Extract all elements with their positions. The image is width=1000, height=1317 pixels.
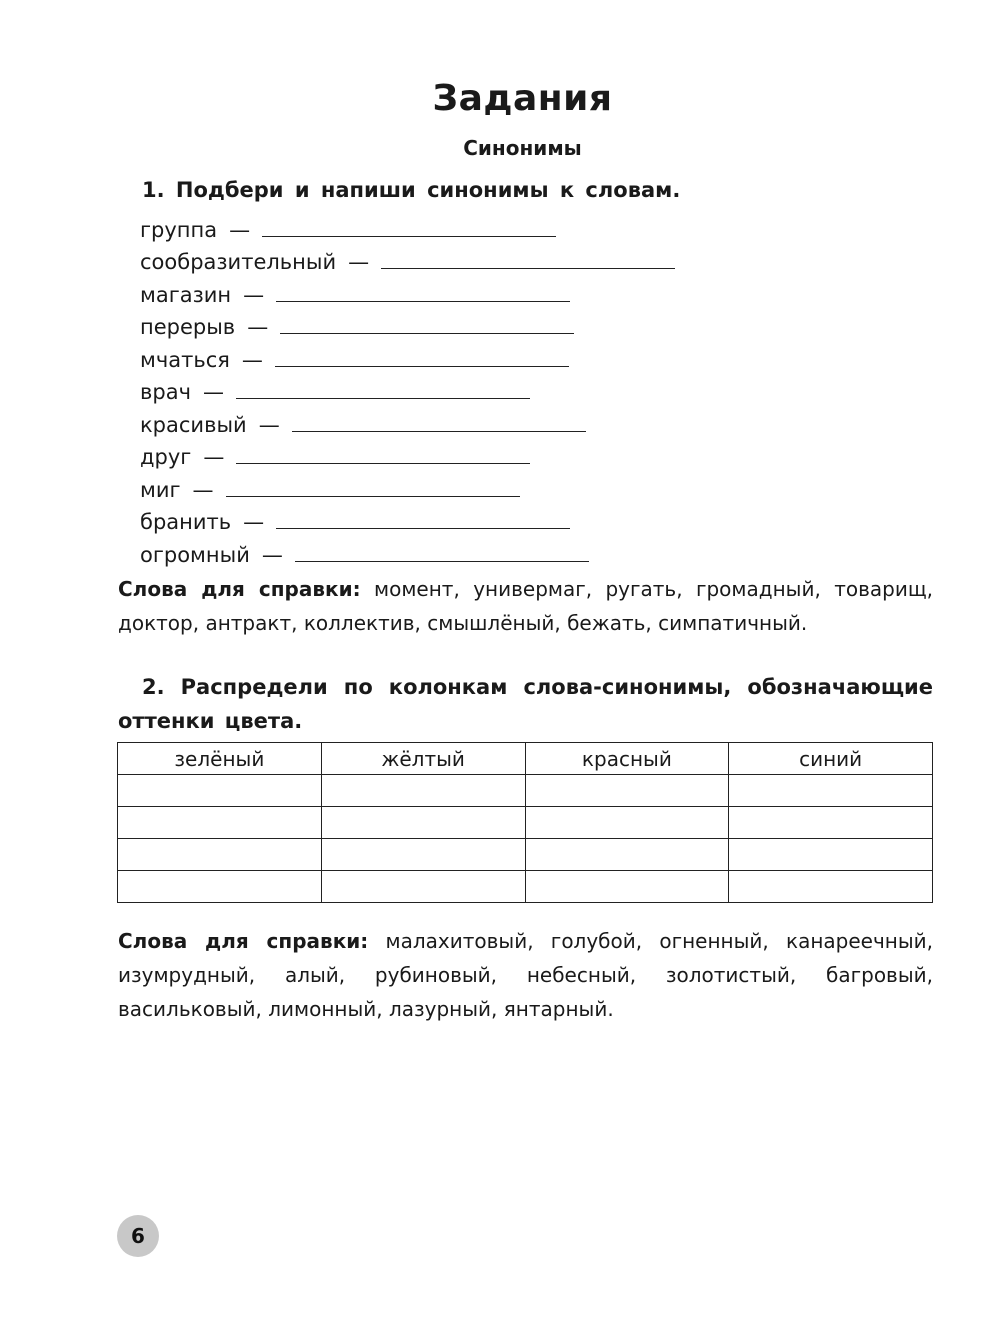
word: магазин [140, 282, 232, 307]
answer-blank[interactable] [276, 300, 570, 302]
table-cell[interactable] [729, 839, 933, 871]
dash: — [348, 250, 370, 274]
color-shades-table [117, 742, 933, 903]
answer-blank[interactable] [236, 462, 530, 464]
word: красивый [140, 412, 247, 437]
table-cell[interactable] [525, 775, 729, 807]
dash: — [202, 380, 224, 404]
dash: — [261, 542, 283, 567]
word: огромный [140, 542, 250, 567]
hint-text: малахитовый, голубой, огненный, канареечный, изумрудный, алый, рубиновый, небесный, золотистый, багровый, васильковый, лимонный, лазурный, янтарный. [118, 929, 934, 1021]
word-row [140, 468, 675, 501]
word-row [140, 241, 675, 274]
section-subtitle: Синонимы [463, 136, 582, 160]
dash: — [241, 347, 263, 372]
synonym-word-list [140, 208, 675, 566]
answer-blank[interactable] [292, 430, 586, 432]
answer-blank[interactable] [262, 235, 556, 237]
column-header-red: красный [525, 743, 729, 775]
table-cell[interactable] [118, 807, 322, 839]
word: миг [140, 477, 181, 502]
dash: — [203, 445, 225, 469]
answer-blank[interactable] [275, 365, 569, 367]
task2-heading: 2. Распредели по колонкам слова-синонимы, обозначающие оттенки цвета. [118, 675, 933, 733]
table-cell[interactable] [729, 775, 933, 807]
table-cell[interactable] [729, 807, 933, 839]
word-row [140, 338, 675, 371]
dash: — [247, 315, 269, 339]
word-row [140, 436, 675, 469]
answer-blank[interactable] [226, 495, 520, 497]
column-header-blue: синий [729, 743, 933, 775]
column-header-green: зелёный [118, 743, 322, 775]
word-row [140, 403, 675, 436]
table-row [118, 871, 933, 903]
table-cell[interactable] [729, 871, 933, 903]
word: мчаться [140, 347, 230, 372]
table-row [118, 839, 933, 871]
answer-blank[interactable] [381, 267, 675, 269]
word-row [140, 371, 675, 404]
word: врач [140, 380, 191, 404]
table-row [118, 775, 933, 807]
task2-hint [118, 924, 933, 1026]
page-title: Задания [432, 78, 613, 119]
table-row [118, 807, 933, 839]
hint-label: Слова для справки: [118, 929, 369, 953]
table-cell[interactable] [525, 807, 729, 839]
word: бранить [140, 510, 232, 534]
hint-label: Слова для справки: [118, 577, 361, 601]
column-header-yellow: жёлтый [321, 743, 525, 775]
answer-blank[interactable] [280, 332, 574, 334]
dash: — [192, 477, 214, 502]
dash: — [243, 510, 265, 534]
word: перерыв [140, 315, 236, 339]
dash: — [243, 282, 265, 307]
table-cell[interactable] [321, 807, 525, 839]
word: друг [140, 445, 192, 469]
table-cell[interactable] [321, 775, 525, 807]
dash: — [229, 217, 251, 242]
word: группа [140, 217, 218, 242]
word-row [140, 273, 675, 306]
table-cell[interactable] [525, 871, 729, 903]
word-row [140, 208, 675, 241]
table-cell[interactable] [321, 871, 525, 903]
answer-blank[interactable] [236, 397, 530, 399]
table-cell[interactable] [321, 839, 525, 871]
word-row [140, 306, 675, 339]
task1-hint [118, 572, 933, 640]
answer-blank[interactable] [295, 560, 589, 562]
hint-text: момент, универмаг, ругать, громадный, товарищ, доктор, антракт, коллектив, смышлёный, бежать, симпатичный. [118, 577, 934, 635]
word-row [140, 501, 675, 534]
task1-heading: 1. Подбери и напиши синонимы к словам. [142, 178, 681, 202]
answer-blank[interactable] [276, 527, 570, 529]
dash: — [258, 412, 280, 437]
word-row [140, 533, 675, 566]
table-cell[interactable] [525, 839, 729, 871]
table-cell[interactable] [118, 871, 322, 903]
page-number-badge: 6 [117, 1215, 159, 1257]
table-header-row [118, 743, 933, 775]
table-cell[interactable] [118, 839, 322, 871]
table-cell[interactable] [118, 775, 322, 807]
word: сообразительный [140, 250, 337, 274]
